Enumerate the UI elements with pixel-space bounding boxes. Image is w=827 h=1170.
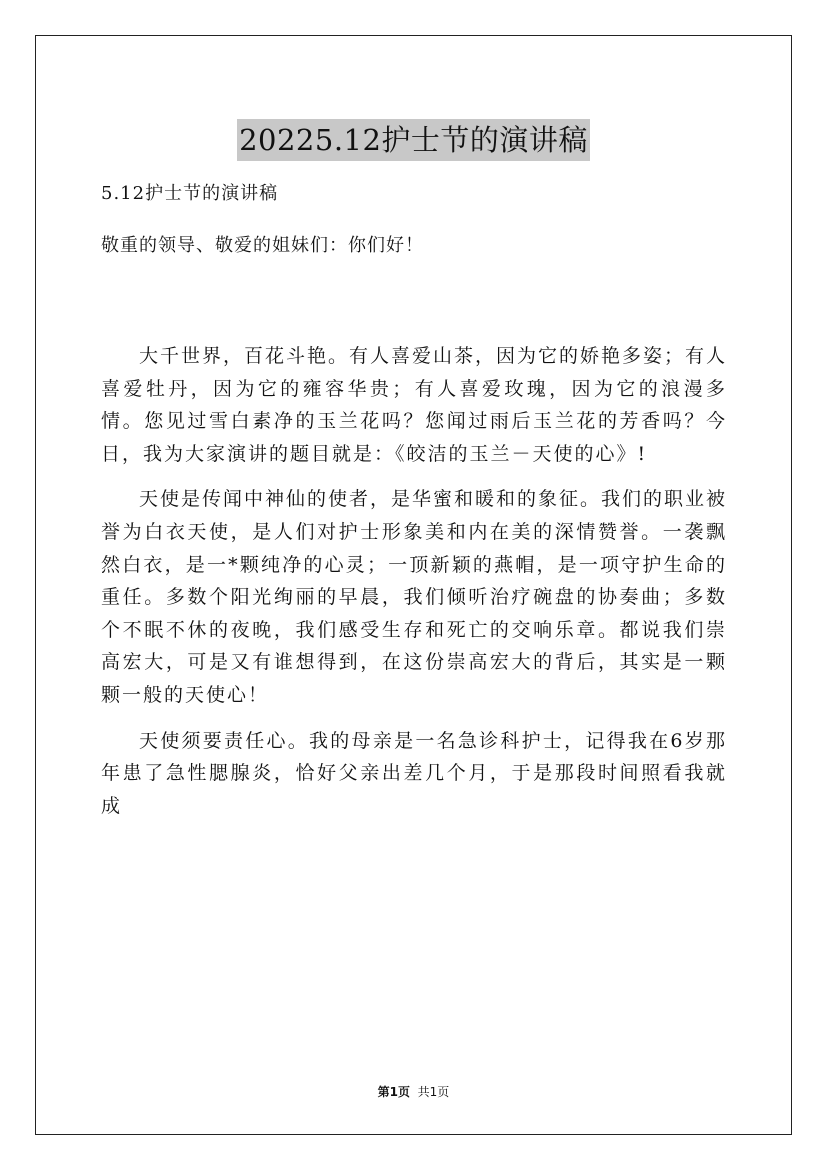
paragraph-2: 天使是传闻中神仙的使者，是华蜜和暖和的象征。我们的职业被誉为白衣天使，是人们对护士形象美和内在美的深情赞誉。一袭飘然白衣，是一*颗纯净的心灵；一顶新颖的燕帽，是一项守护生命的重任。多数个阳光绚丽的早晨，我们倾听治疗碗盘的协奏曲；多数个不眠不休的夜晚，我们感受生存和死亡的交响乐章。都说我们崇高宏大，可是又有谁想得到，在这份崇高宏大的背后，其实是一颗颗一般的天使心！	[101, 488, 728, 706]
paragraph-1: 大千世界，百花斗艳。有人喜爱山茶，因为它的娇艳多姿；有人喜爱牡丹，因为它的雍容华贵；有人喜爱玫瑰，因为它的浪漫多情。您见过雪白素净的玉兰花吗？您闻过雨后玉兰花的芳香吗？今日，我为大家演讲的题目就是：《皎洁的玉兰－天使的心》!	[101, 345, 728, 465]
page-number: 第1页	[377, 1085, 411, 1099]
body-text	[101, 340, 727, 822]
title-container	[0, 100, 827, 181]
paragraph-3: 天使须要责任心。我的母亲是一名急诊科护士，记得我在6岁那年患了急性腮腺炎，恰好父亲出差几个月，于是那段时间照看我就成	[101, 729, 727, 817]
greeting-line: 敬重的领导、敬爱的姐妹们：你们好！	[101, 235, 424, 256]
document-subtitle: 5.12护士节的演讲稿	[101, 183, 279, 204]
page-total: 共1页	[417, 1085, 450, 1099]
document-title: 20225.12护士节的演讲稿	[237, 119, 590, 161]
page-footer	[0, 1084, 827, 1100]
